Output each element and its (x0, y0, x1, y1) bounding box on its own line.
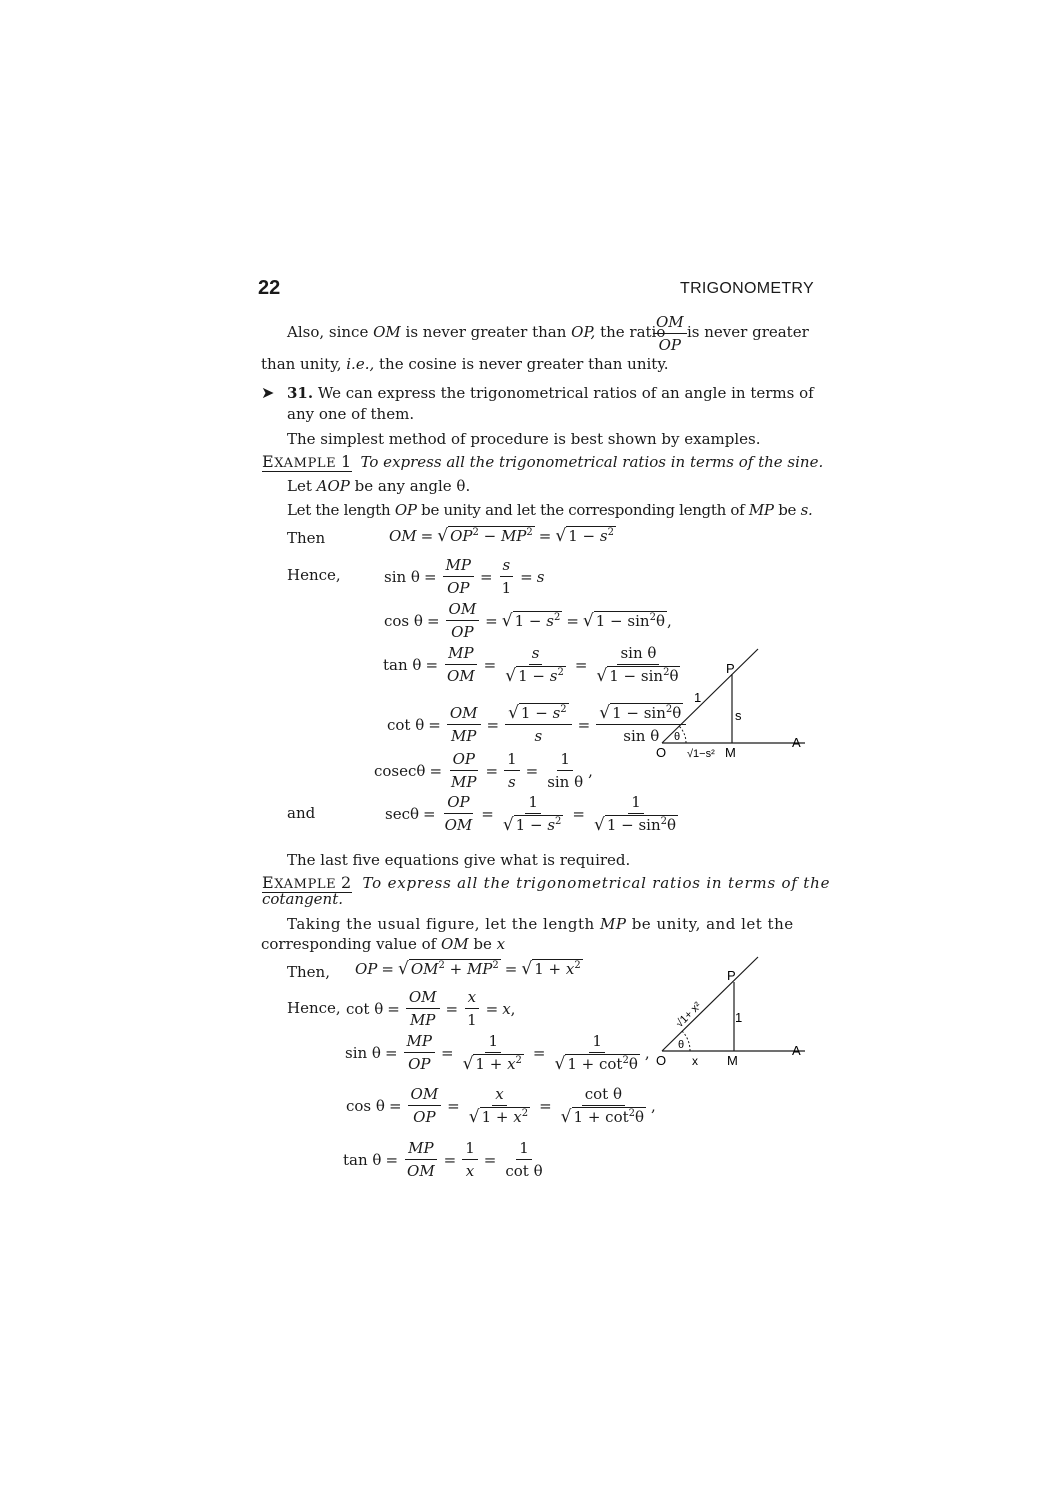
eq-tan: tan θ = $\frac{MP}{OM}$ = s √ $1 - s^2$ = sin θ √ $1 - \sin^2\theta$ (383, 644, 679, 686)
example-2-label: EXAMPLE 2 (262, 873, 352, 892)
example-1-conclusion: The last five equations give what is required. (287, 851, 631, 869)
example-2-then: Then, (287, 963, 330, 981)
section-31-line-2: any one of them. (287, 405, 415, 423)
fig2-label-p: P (727, 968, 736, 983)
section-arrow-icon: ➤ (261, 383, 275, 402)
fig2-label-theta: θ (678, 1039, 685, 1051)
example-2-heading: EXAMPLE 2 To express all the trigonometrical ratios in terms of the (262, 873, 831, 892)
fig1-label-hyp: 1 (694, 690, 702, 705)
intro-line-2: than unity, i.e., the cosine is never greater than unity. (261, 355, 669, 373)
fig2-label-adj: x (692, 1054, 698, 1068)
triangle-figure-1 (650, 640, 820, 765)
fig1-label-p: P (726, 661, 735, 676)
eq2-op: OP = √ $OM^2 + MP^2$ = √ $1 + x^2$ (355, 959, 581, 979)
intro-line-1-end: is never greater (687, 323, 809, 341)
example-2-para-2: corresponding value of OM be x (261, 935, 506, 953)
fig2-label-m: M (727, 1053, 738, 1068)
eq2-sin: sin θ = $\frac{MP}{OP}$ = 1 √ $1 + x^2$ = 1 √ $1 + \cot^2\theta$ , (345, 1032, 650, 1074)
fig2-label-a: A (792, 1043, 801, 1058)
example-1-and: and (287, 804, 316, 822)
eq2-cot: cot θ = $\frac{OM}{MP}$ = $\frac{x}{1}$ = x , (346, 988, 516, 1029)
eq-om: OM = √ $OP^2 - MP^2$ = √ $1 - s^2$ (389, 526, 614, 546)
fig1-label-opp: s (735, 708, 742, 723)
section-31-line-3: The simplest method of procedure is best shown by examples. (287, 430, 761, 448)
fig2-label-hyp: √1+ x² (673, 999, 704, 1031)
eq-sin: sin θ = $\frac{MP}{OP}$ = $\frac{s}{1}$ = s (384, 556, 545, 597)
eq-sec: secθ = $\frac{OP}{OM}$ = 1 √ $1 - s^2$ = 1 √ $1 - \sin^2\theta$ (385, 793, 677, 835)
fig1-label-m: M (725, 745, 736, 760)
example-1-label: EXAMPLE 1 (262, 452, 352, 471)
example-1-let-2: Let the length OP be unity and let the corresponding length of MP be s. (287, 501, 813, 519)
eq2-tan: tan θ = $\frac{MP}{OM}$ = $\frac{1}{x}$ = $\frac{1}{\text{cot θ}}$ (343, 1139, 543, 1180)
example-2-statement-2: cotangent. (262, 890, 343, 908)
running-title: TRIGONOMETRY (680, 280, 814, 297)
fig2-hypotenuse (662, 957, 758, 1051)
fig1-label-o: O (656, 745, 667, 760)
fig2-label-opp: 1 (735, 1010, 743, 1025)
ratio-om-op: $\frac{OM}{OP}$ (651, 312, 689, 355)
example-1-then: Then (287, 529, 326, 547)
example-1-heading: EXAMPLE 1 To express all the trigonometrical ratios in terms of the sine. (262, 452, 824, 471)
fig2-label-o: O (656, 1053, 667, 1068)
fig1-label-theta: θ (674, 731, 681, 743)
example-1-let-1: Let AOP be any angle θ. (287, 477, 471, 495)
eq-cot: cot θ = $\frac{OM}{MP}$ = √ $1 - s^2$ s = √ $1 - \sin^2\theta$ sin θ (387, 703, 688, 746)
eq-cos: cos θ = $\frac{OM}{OP}$ = √ $1 - s^2$ = √ $1 - \sin^2\theta$ , (384, 600, 672, 641)
eq2-cos: cos θ = $\frac{OM}{OP}$ = x √ $1 + x^2$ = cot θ √ $1 + \cot^2\theta$ , (346, 1085, 656, 1127)
example-2-para-1: Taking the usual figure, let the length MP be unity, and let the (287, 915, 794, 933)
fig1-label-a: A (792, 735, 801, 750)
section-31-line-1: 31. We can express the trigonometrical ratios of an angle in terms of (287, 384, 814, 402)
eq-cosec: cosecθ = $\frac{OP}{MP}$ = $\frac{1}{s}$ = $\frac{1}{\text{sin θ}}$ , (374, 750, 593, 791)
example-1-hence: Hence, (287, 566, 341, 584)
fig1-hypotenuse (662, 649, 758, 743)
page-number: 22 (258, 277, 281, 299)
example-2-hence: Hence, (287, 999, 341, 1017)
fig1-label-adj: √1−s² (687, 748, 715, 760)
intro-line-1: Also, since OM is never greater than OP, the ratio (287, 323, 666, 341)
triangle-figure-2 (650, 950, 820, 1075)
